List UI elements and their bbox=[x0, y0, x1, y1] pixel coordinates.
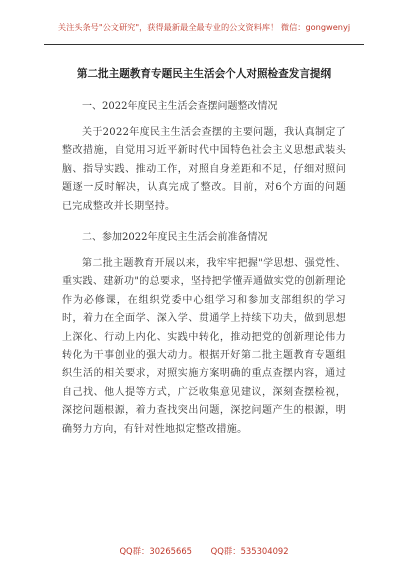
footer-contacts bbox=[0, 545, 408, 557]
section-heading-2: 二、参加2022年度民主生活会前准备情况 bbox=[82, 232, 268, 244]
section-paragraph-1: 关于2022年度民主生活会查摆的主要问题，我认真制定了整改措施，自觉用习近平新时代中国特色社会主义思想武装头脑、指导实践、推动工作，对照自身差距和不足，仔细对照问题逐一反时解决，认真完成了整改。目前，对6个方面的问题已完成整改并长期坚持。 bbox=[62, 127, 346, 212]
section-heading-1: 一、2022年度民主生活会查摆问题整改情况 bbox=[82, 101, 278, 112]
header-banner: 关注头条号"公文研究"，获得最新最全最专业的公文资料库！ 微信：gongwenyj bbox=[57, 22, 351, 32]
header-divider bbox=[44, 44, 364, 45]
footer-qq-group-2: QQ群：535304092 bbox=[210, 546, 289, 556]
section-paragraph-2: 第二批主题教育开展以来，我牢牢把握"学思想、强党性、重实践、建新功"的总要求，坚持把学懂弄通做实党的创新理论作为必修课，在组织党委中心组学习和参加支部组织的学习时，着力在全面学、深入学、贯通学上持续下功夫，做到思想上深化、行动上内化、实践中转化，推动把党的创新理论伟力转化为干事创业的强大动力。根据开好第二批主题教育专题组织生活的相关要求，对照实施方案明确的重点查摆内容，通过自己找、他人提等方式，广泛收集意见建议，深刻查摆检视，深挖问题根源，着力查找突出问题，深挖问题产生的根源，明确努力方向，有针对性地拟定整改措施。 bbox=[62, 258, 346, 435]
document-title: 第二批主题教育专题民主生活会个人对照检查发言提纲 bbox=[76, 68, 332, 80]
document-body bbox=[62, 62, 346, 451]
footer-qq-group-1: QQ群：30265665 bbox=[119, 546, 192, 556]
